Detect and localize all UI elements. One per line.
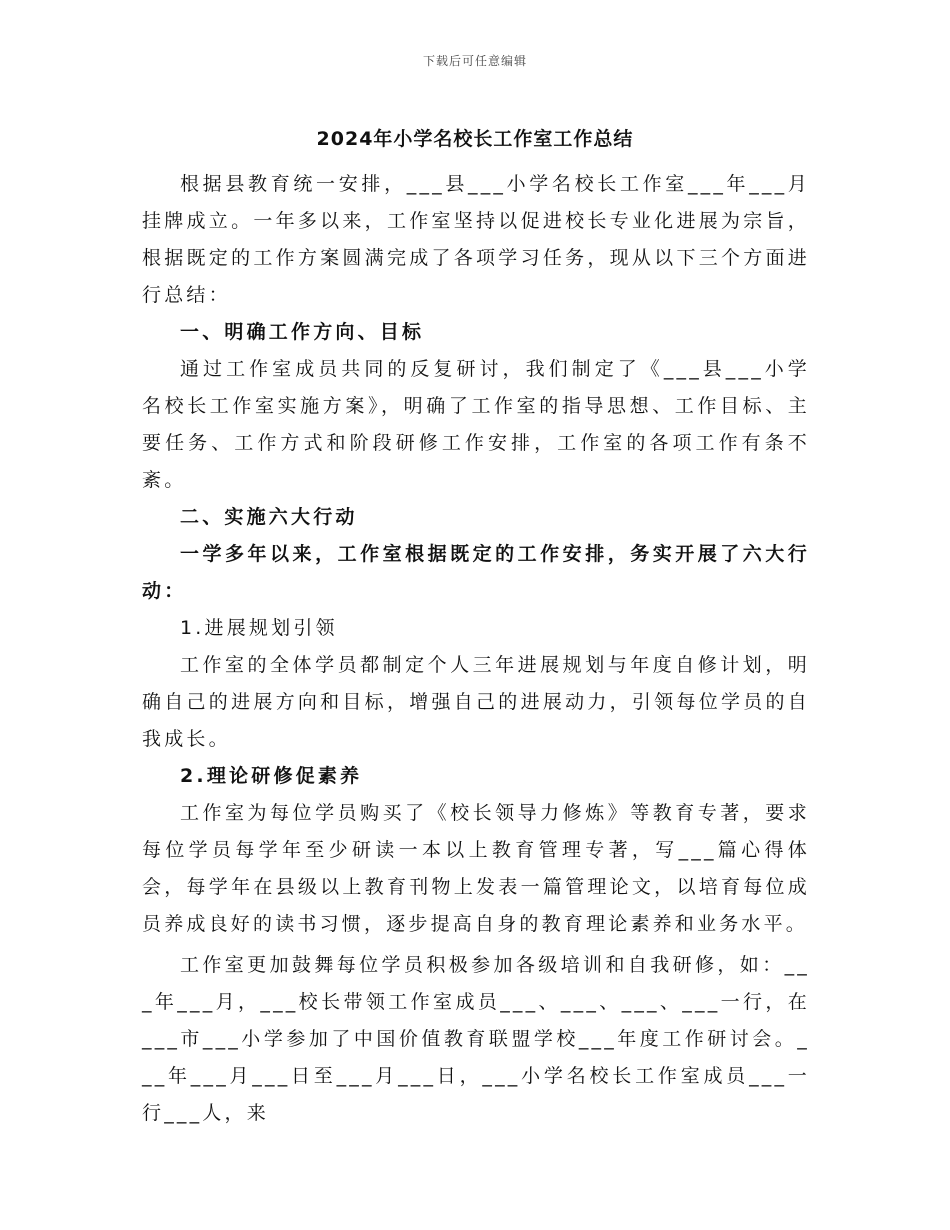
paragraph-training: 工作室更加鼓舞每位学员积极参加各级培训和自我研修，如：___年___月，___校长带领工作室成员___、___、___、___一行，在___市___小学参加了中国价值教育联盟学校___年度工作研讨会。___年___月___日至___月___日，___小学名校长工作室成员___一行___人，来 [142, 954, 810, 1124]
subheading-2: 2.理论研修促素养 [180, 765, 363, 787]
paragraph-direction: 通过工作室成员共同的反复研讨，我们制定了《___县___小学名校长工作室实施方案》，明确了工作室的指导思想、工作目标、主要任务、工作方式和阶段研修工作安排，工作室的各项工作有条不紊。 [142, 358, 810, 491]
paragraph-actions-intro: 一学多年以来，工作室根据既定的工作安排，务实开展了六大行动： [142, 543, 810, 602]
paragraph-planning: 工作室的全体学员都制定个人三年进展规划与年度自修计划，明确自己的进展方向和目标，增强自己的进展动力，引领每位学员的自我成长。 [142, 654, 810, 750]
section-heading-1: 一、明确工作方向、目标 [180, 321, 425, 343]
paragraph-theory: 工作室为每位学员购买了《校长领导力修炼》等教育专著，要求每位学员每学年至少研读一本以上教育管理专著，写___篇心得体会，每学年在县级以上教育刊物上发表一篇管理论文，以培育每位成员养成良好的读书习惯，逐步提高自身的教育理论素养和业务水平。 [142, 802, 810, 935]
subheading-1: 1.进展规划引领 [180, 617, 338, 639]
header-note: 下载后可任意编辑 [422, 54, 527, 68]
section-heading-2: 二、实施六大行动 [180, 506, 358, 528]
document-body [142, 166, 810, 1132]
paragraph-intro: 根据县教育统一安排，___县___小学名校长工作室___年___月挂牌成立。一年多以来，工作室坚持以促进校长专业化进展为宗旨，根据既定的工作方案圆满完成了各项学习任务，现从以下三个方面进行总结： [142, 173, 810, 306]
document-title: 2024年小学名校长工作室工作总结 [316, 128, 634, 150]
